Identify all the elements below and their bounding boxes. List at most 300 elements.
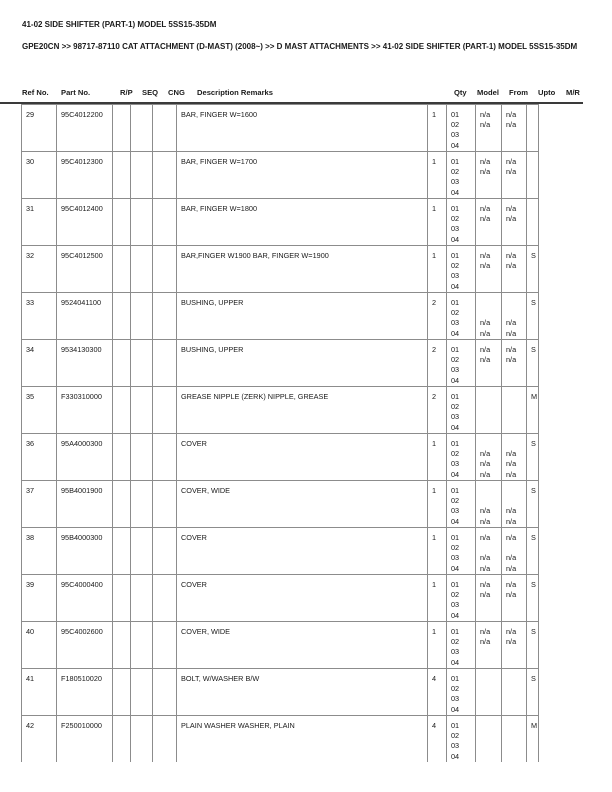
header-model: Model: [477, 88, 499, 97]
upto-cell-line: [506, 647, 526, 657]
upto-cell: [502, 340, 527, 387]
from-cell-line: [480, 298, 501, 308]
cng-cell: [153, 199, 177, 246]
upto-cell-line: n/a: [506, 110, 517, 119]
model-cell-line: 03: [451, 412, 460, 422]
seq-cell: [131, 105, 153, 152]
model-cell-line: 02: [451, 684, 460, 694]
from-cell-line: [480, 731, 501, 741]
upto-cell-line: n/a: [506, 469, 517, 479]
seq-cell: [131, 152, 153, 199]
from-cell-line: n/a: [480, 261, 491, 271]
upto-cell-line: n/a: [506, 318, 517, 328]
model-cell-line: 03: [451, 506, 460, 516]
mr-cell: S: [527, 434, 539, 481]
upto-cell-line: n/a: [506, 328, 517, 338]
model-cell-line: 02: [451, 637, 460, 647]
from-cell: [476, 246, 502, 293]
from-cell-line: [480, 611, 501, 621]
description-cell: BAR, FINGER W=1700: [177, 152, 428, 199]
model-cell-line: 04: [451, 469, 460, 479]
from-cell-line: [480, 271, 501, 281]
from-cell-line: n/a: [480, 506, 491, 516]
part-no-cell: 95B4001900: [57, 481, 113, 528]
cng-cell: [153, 434, 177, 481]
upto-cell-line: [506, 439, 526, 449]
model-cell-line: 04: [451, 422, 460, 432]
upto-cell-line: [506, 741, 526, 751]
page-title: 41-02 SIDE SHIFTER (PART-1) MODEL 5SS15-35DM: [22, 20, 217, 29]
model-cell-line: 01: [451, 298, 460, 307]
seq-cell: [131, 434, 153, 481]
model-cell-line: 03: [451, 600, 460, 610]
from-cell-line: [480, 694, 501, 704]
from-cell-line: n/a: [480, 580, 491, 589]
model-cell-line: 03: [451, 224, 460, 234]
rp-cell: [113, 246, 131, 293]
model-cell-line: 02: [451, 261, 460, 271]
qty-cell: 2: [428, 387, 447, 434]
header-part-no: Part No.: [61, 88, 91, 97]
description-cell: COVER: [177, 528, 428, 575]
model-cell: [447, 340, 476, 387]
model-cell-line: 03: [451, 177, 460, 187]
upto-cell-line: n/a: [506, 251, 517, 260]
upto-cell-line: [506, 271, 526, 281]
description-cell: COVER: [177, 434, 428, 481]
table-row: [22, 575, 539, 622]
model-cell-line: 03: [451, 694, 460, 704]
from-cell-line: [480, 402, 501, 412]
model-cell-line: 03: [451, 365, 460, 375]
model-cell: [447, 622, 476, 669]
model-cell-line: 02: [451, 590, 460, 600]
model-cell-line: 04: [451, 751, 460, 761]
upto-cell-line: [506, 486, 526, 496]
model-cell: [447, 246, 476, 293]
upto-cell-line: [506, 412, 526, 422]
table-row: [22, 669, 539, 716]
seq-cell: [131, 387, 153, 434]
ref-no-cell: 38: [22, 528, 57, 575]
qty-cell: 1: [428, 434, 447, 481]
qty-cell: 1: [428, 622, 447, 669]
table-row: [22, 105, 539, 152]
from-cell-line: n/a: [480, 459, 491, 469]
model-cell-line: 04: [451, 657, 460, 667]
table-row: [22, 387, 539, 434]
from-cell-line: n/a: [480, 563, 491, 573]
ref-no-cell: 31: [22, 199, 57, 246]
upto-cell-line: [506, 600, 526, 610]
model-cell-line: 02: [451, 496, 460, 506]
cng-cell: [153, 716, 177, 762]
model-cell-line: 04: [451, 281, 460, 291]
ref-no-cell: 39: [22, 575, 57, 622]
cng-cell: [153, 622, 177, 669]
model-cell: [447, 716, 476, 762]
rp-cell: [113, 481, 131, 528]
model-cell-line: 02: [451, 731, 460, 741]
part-no-cell: F330310000: [57, 387, 113, 434]
ref-no-cell: 41: [22, 669, 57, 716]
model-cell-line: 01: [451, 392, 460, 401]
table-row: [22, 716, 539, 762]
model-cell: [447, 669, 476, 716]
cng-cell: [153, 528, 177, 575]
model-cell-line: 01: [451, 251, 460, 260]
model-cell-line: 01: [451, 204, 460, 213]
part-no-cell: 9524041100: [57, 293, 113, 340]
from-cell-line: [480, 752, 501, 762]
ref-no-cell: 36: [22, 434, 57, 481]
from-cell-line: n/a: [480, 214, 491, 224]
model-cell-line: 01: [451, 721, 460, 730]
part-no-cell: 95C4000400: [57, 575, 113, 622]
from-cell: [476, 669, 502, 716]
header-ref-no: Ref No.: [22, 88, 49, 97]
description-cell: BUSHING, UPPER: [177, 340, 428, 387]
upto-cell-line: [506, 543, 526, 553]
model-cell: [447, 528, 476, 575]
breadcrumb: GPE20CN >> 98717-87110 CAT ATTACHMENT (D-MAST) (2008~) >> D MAST ATTACHMENTS >> 41-02 SIDE SHIFTER (PART-1) MODEL 5SS15-35DM: [22, 42, 578, 51]
from-cell-line: n/a: [480, 110, 491, 119]
parts-table: [21, 104, 539, 762]
from-cell-line: n/a: [480, 328, 491, 338]
from-cell-line: n/a: [480, 449, 491, 459]
ref-no-cell: 33: [22, 293, 57, 340]
qty-cell: 4: [428, 716, 447, 762]
from-cell-line: n/a: [480, 251, 491, 260]
upto-cell: [502, 199, 527, 246]
model-cell-line: 04: [451, 516, 460, 526]
description-cell: BUSHING, UPPER: [177, 293, 428, 340]
seq-cell: [131, 622, 153, 669]
part-no-cell: 95C4012300: [57, 152, 113, 199]
upto-cell: [502, 152, 527, 199]
model-cell-line: 04: [451, 704, 460, 714]
model-cell: [447, 575, 476, 622]
upto-cell-line: [506, 721, 526, 731]
rp-cell: [113, 434, 131, 481]
seq-cell: [131, 340, 153, 387]
from-cell-line: n/a: [480, 516, 491, 526]
model-cell-line: 01: [451, 345, 460, 354]
part-no-cell: 95C4012400: [57, 199, 113, 246]
seq-cell: [131, 481, 153, 528]
model-cell: [447, 387, 476, 434]
header-seq: SEQ: [142, 88, 159, 97]
qty-cell: 2: [428, 293, 447, 340]
ref-no-cell: 30: [22, 152, 57, 199]
upto-cell-line: n/a: [506, 506, 517, 516]
upto-cell: [502, 293, 527, 340]
mr-cell: S: [527, 622, 539, 669]
rp-cell: [113, 199, 131, 246]
model-cell-line: 01: [451, 627, 460, 636]
model-cell: [447, 293, 476, 340]
model-cell-line: 03: [451, 318, 460, 328]
mr-cell: S: [527, 246, 539, 293]
from-cell-line: [480, 412, 501, 422]
upto-cell-line: n/a: [506, 449, 517, 459]
from-cell-line: n/a: [480, 355, 491, 365]
upto-cell-line: n/a: [506, 261, 517, 271]
description-cell: COVER, WIDE: [177, 622, 428, 669]
table-row: [22, 293, 539, 340]
qty-cell: 1: [428, 199, 447, 246]
description-cell: BAR, FINGER W=1600: [177, 105, 428, 152]
upto-cell-line: [506, 308, 526, 318]
upto-cell-line: [506, 130, 526, 140]
upto-cell: [502, 528, 527, 575]
model-cell-line: 04: [451, 610, 460, 620]
upto-cell: [502, 481, 527, 528]
mr-cell: S: [527, 481, 539, 528]
from-cell: [476, 387, 502, 434]
from-cell-line: [480, 177, 501, 187]
upto-cell-line: [506, 694, 526, 704]
upto-cell-line: n/a: [506, 516, 517, 526]
from-cell-line: [480, 684, 501, 694]
table-row: [22, 622, 539, 669]
ref-no-cell: 37: [22, 481, 57, 528]
upto-cell-line: n/a: [506, 459, 517, 469]
from-cell: [476, 152, 502, 199]
from-cell-line: [480, 365, 501, 375]
upto-cell-line: n/a: [506, 157, 517, 166]
qty-cell: 1: [428, 575, 447, 622]
qty-cell: 1: [428, 528, 447, 575]
mr-cell: S: [527, 293, 539, 340]
ref-no-cell: 34: [22, 340, 57, 387]
mr-cell: M: [527, 716, 539, 762]
upto-cell-line: [506, 298, 526, 308]
table-row: [22, 199, 539, 246]
model-cell-line: 04: [451, 234, 460, 244]
upto-cell-line: [506, 177, 526, 187]
upto-cell-line: [506, 658, 526, 668]
from-cell: [476, 622, 502, 669]
model-cell-line: 01: [451, 533, 460, 542]
upto-cell-line: [506, 674, 526, 684]
from-cell-line: [480, 496, 501, 506]
from-cell: [476, 105, 502, 152]
from-cell-line: [480, 130, 501, 140]
description-cell: PLAIN WASHER WASHER, PLAIN: [177, 716, 428, 762]
rp-cell: [113, 669, 131, 716]
model-cell-line: 03: [451, 271, 460, 281]
table-row: [22, 152, 539, 199]
upto-cell-line: [506, 365, 526, 375]
ref-no-cell: 42: [22, 716, 57, 762]
qty-cell: 1: [428, 152, 447, 199]
ref-no-cell: 32: [22, 246, 57, 293]
model-cell-line: 04: [451, 187, 460, 197]
cng-cell: [153, 481, 177, 528]
model-cell-line: 04: [451, 563, 460, 573]
description-cell: BAR,FINGER W1900 BAR, FINGER W=1900: [177, 246, 428, 293]
seq-cell: [131, 293, 153, 340]
table-row: [22, 528, 539, 575]
model-cell-line: 01: [451, 486, 460, 495]
upto-cell: [502, 434, 527, 481]
from-cell-line: n/a: [480, 204, 491, 213]
description-cell: COVER: [177, 575, 428, 622]
from-cell-line: [480, 705, 501, 715]
upto-cell-line: n/a: [506, 590, 517, 600]
header-from: From: [509, 88, 528, 97]
seq-cell: [131, 575, 153, 622]
upto-cell-line: [506, 423, 526, 433]
part-no-cell: 95C4012200: [57, 105, 113, 152]
model-cell-line: 03: [451, 741, 460, 751]
qty-cell: 2: [428, 340, 447, 387]
upto-cell-line: [506, 731, 526, 741]
from-cell-line: n/a: [480, 157, 491, 166]
ref-no-cell: 35: [22, 387, 57, 434]
rp-cell: [113, 528, 131, 575]
from-cell-line: [480, 282, 501, 292]
rp-cell: [113, 622, 131, 669]
upto-cell-line: [506, 235, 526, 245]
part-no-cell: 95C4002600: [57, 622, 113, 669]
model-cell-line: 04: [451, 140, 460, 150]
from-cell-line: [480, 439, 501, 449]
upto-cell-line: n/a: [506, 533, 517, 542]
upto-cell-line: n/a: [506, 120, 517, 130]
upto-cell-line: [506, 224, 526, 234]
upto-cell: [502, 622, 527, 669]
rp-cell: [113, 387, 131, 434]
upto-cell-line: [506, 188, 526, 198]
upto-cell: [502, 716, 527, 762]
upto-cell-line: [506, 705, 526, 715]
mr-cell: [527, 152, 539, 199]
model-cell-line: 01: [451, 580, 460, 589]
from-cell-line: [480, 235, 501, 245]
model-cell: [447, 481, 476, 528]
upto-cell: [502, 246, 527, 293]
qty-cell: 4: [428, 669, 447, 716]
seq-cell: [131, 669, 153, 716]
upto-cell-line: n/a: [506, 563, 517, 573]
part-no-cell: 95A4000300: [57, 434, 113, 481]
from-cell-line: [480, 543, 501, 553]
mr-cell: S: [527, 528, 539, 575]
upto-cell: [502, 105, 527, 152]
cng-cell: [153, 152, 177, 199]
from-cell: [476, 716, 502, 762]
header-qty: Qty: [454, 88, 467, 97]
from-cell-line: n/a: [480, 637, 491, 647]
part-no-cell: 95B4000300: [57, 528, 113, 575]
description-cell: COVER, WIDE: [177, 481, 428, 528]
table-header: [0, 88, 612, 100]
model-cell-line: 01: [451, 439, 460, 448]
cng-cell: [153, 669, 177, 716]
model-cell-line: 02: [451, 402, 460, 412]
cng-cell: [153, 293, 177, 340]
qty-cell: 1: [428, 105, 447, 152]
mr-cell: S: [527, 340, 539, 387]
model-cell-line: 01: [451, 110, 460, 119]
upto-cell-line: [506, 282, 526, 292]
cng-cell: [153, 575, 177, 622]
cng-cell: [153, 105, 177, 152]
upto-cell-line: [506, 376, 526, 386]
upto-cell-line: n/a: [506, 355, 517, 365]
qty-cell: 1: [428, 246, 447, 293]
seq-cell: [131, 246, 153, 293]
upto-cell-line: [506, 611, 526, 621]
rp-cell: [113, 152, 131, 199]
upto-cell-line: n/a: [506, 553, 517, 563]
table-row: [22, 481, 539, 528]
model-cell-line: 02: [451, 308, 460, 318]
from-cell-line: [480, 376, 501, 386]
from-cell-line: n/a: [480, 167, 491, 177]
from-cell-line: n/a: [480, 120, 491, 130]
from-cell-line: [480, 741, 501, 751]
upto-cell-line: n/a: [506, 627, 517, 636]
header-mr: M/R: [566, 88, 580, 97]
from-cell: [476, 481, 502, 528]
model-cell-line: 02: [451, 449, 460, 459]
part-no-cell: F250010000: [57, 716, 113, 762]
model-cell-line: 03: [451, 459, 460, 469]
seq-cell: [131, 716, 153, 762]
upto-cell-line: n/a: [506, 167, 517, 177]
header-upto: Upto: [538, 88, 556, 97]
header-cng: CNG: [168, 88, 185, 97]
from-cell-line: [480, 308, 501, 318]
rp-cell: [113, 716, 131, 762]
model-cell-line: 03: [451, 130, 460, 140]
rp-cell: [113, 293, 131, 340]
from-cell: [476, 434, 502, 481]
upto-cell-line: [506, 141, 526, 151]
from-cell-line: n/a: [480, 627, 491, 636]
model-cell: [447, 152, 476, 199]
from-cell-line: [480, 721, 501, 731]
upto-cell: [502, 669, 527, 716]
model-cell-line: 04: [451, 328, 460, 338]
table-row: [22, 434, 539, 481]
header-description: Description Remarks: [197, 88, 273, 97]
from-cell: [476, 293, 502, 340]
model-cell-line: 03: [451, 553, 460, 563]
seq-cell: [131, 199, 153, 246]
mr-cell: S: [527, 669, 539, 716]
part-no-cell: 9534130300: [57, 340, 113, 387]
seq-cell: [131, 528, 153, 575]
from-cell-line: [480, 224, 501, 234]
model-cell: [447, 105, 476, 152]
from-cell-line: n/a: [480, 590, 491, 600]
table-row: [22, 246, 539, 293]
from-cell-line: [480, 423, 501, 433]
upto-cell-line: n/a: [506, 214, 517, 224]
upto-cell-line: n/a: [506, 204, 517, 213]
from-cell-line: [480, 647, 501, 657]
from-cell-line: [480, 141, 501, 151]
from-cell-line: n/a: [480, 345, 491, 354]
part-no-cell: 95C4012500: [57, 246, 113, 293]
mr-cell: [527, 105, 539, 152]
ref-no-cell: 29: [22, 105, 57, 152]
rp-cell: [113, 340, 131, 387]
